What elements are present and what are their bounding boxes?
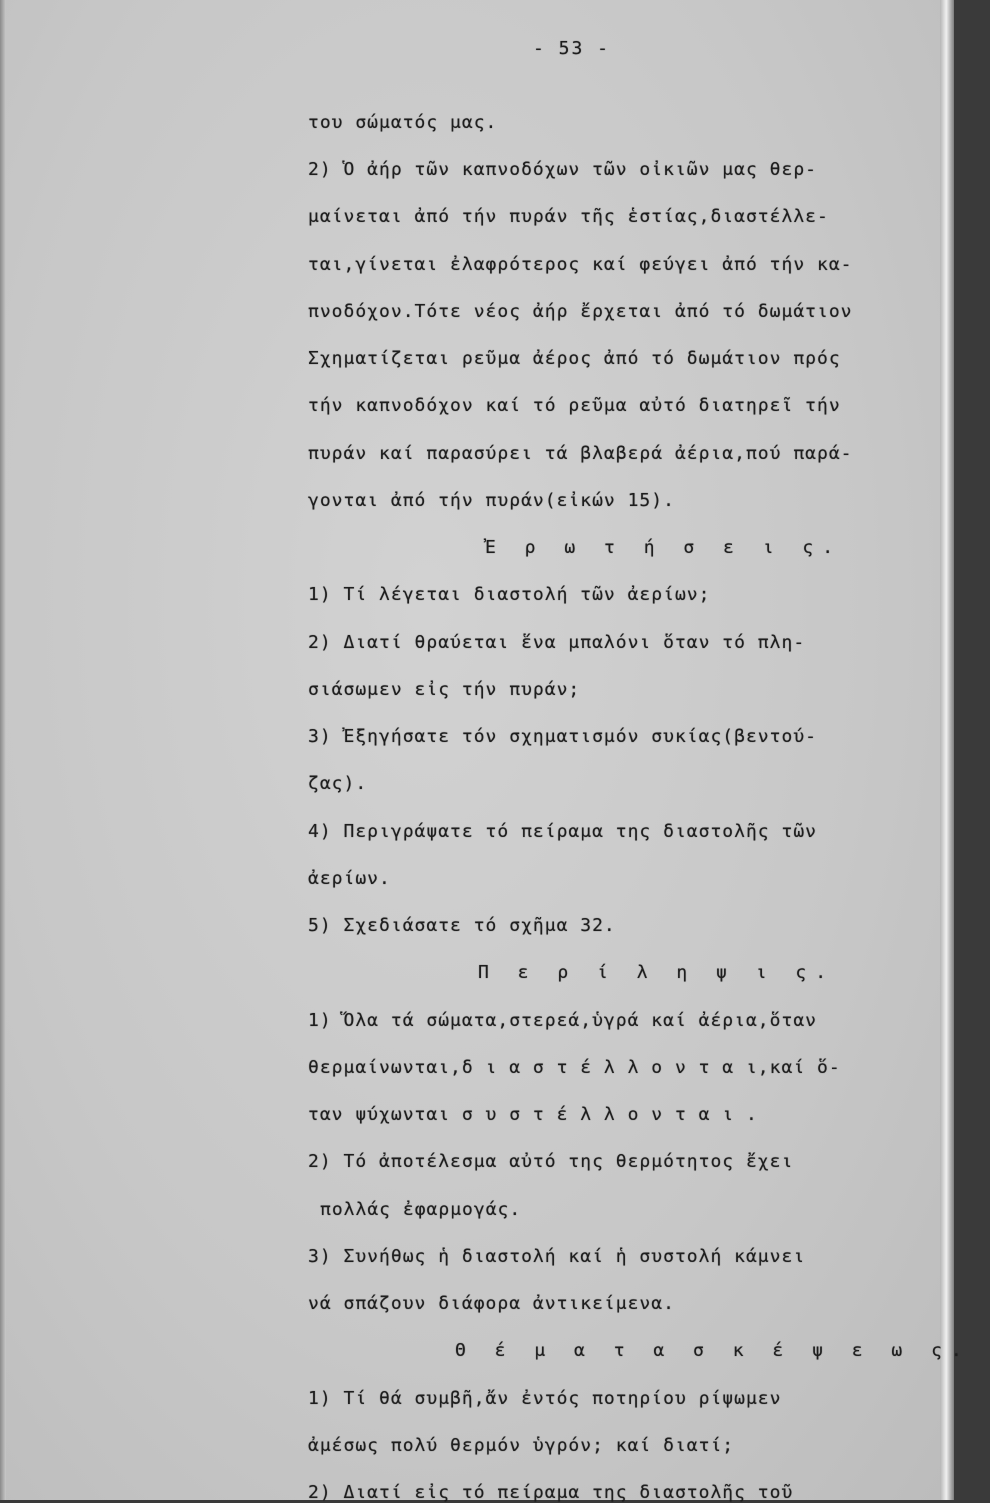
text-line: 2) Διατί εἰς τό πείραμα της διαστολῆς τοῦ — [308, 1482, 794, 1503]
section-heading-questions: Ἐ ρ ω τ ή σ ε ι ς. — [485, 537, 843, 558]
text-line: σιάσωμεν εἰς τήν πυράν; — [308, 679, 581, 700]
text-line: 4) Περιγράψατε τό πείραμα της διαστολῆς τῶν — [308, 821, 817, 842]
page-number: - 53 - — [533, 38, 611, 59]
text-line: ται,γίνεται ἐλαφρότερος καί φεύγει ἀπό τήν κα- — [308, 254, 853, 275]
page-left-edge — [0, 0, 6, 1500]
text-line: 5) Σχεδιάσατε τό σχῆμα 32. — [308, 915, 616, 936]
text-line: 2) Ὁ ἀήρ τῶν καπνοδόχων τῶν οἰκιῶν μας θερ- — [308, 159, 817, 180]
section-heading-summary: Π ε ρ ί λ η ψ ι ς. — [478, 962, 836, 983]
text-line: ἀερίων. — [308, 868, 391, 889]
text-line: πολλάς ἐφαρμογάς. — [320, 1199, 522, 1220]
text-line: πυράν καί παρασύρει τά βλαβερά ἀέρια,πού παρά- — [308, 443, 853, 464]
text-line: ταν ψύχωνται σ υ σ τ έ λ λ ο ν τ α ι . — [308, 1104, 758, 1125]
text-line: 2) Διατί θραύεται ἕνα μπαλόνι ὅταν τό πλη- — [308, 632, 806, 653]
text-line: Σχηματίζεται ρεῦμα ἀέρος ἀπό τό δωμάτιον πρός — [308, 348, 841, 369]
text-line: 2) Τό ἀποτέλεσμα αὐτό της θερμότητος ἔχει — [308, 1151, 794, 1172]
text-line: 1) Τί θά συμβῆ,ἄν ἐντός ποτηρίου ρίψωμεν — [308, 1388, 782, 1409]
text-line: 1) Τί λέγεται διαστολή τῶν ἀερίων; — [308, 584, 711, 605]
text-line: τήν καπνοδόχον καί τό ρεῦμα αὐτό διατηρεῖ τήν — [308, 395, 841, 416]
text-line: του σώματός μας. — [308, 112, 498, 133]
text-line: 3) Συνήθως ἡ διαστολή καί ἡ συστολή κάμνει — [308, 1246, 806, 1267]
text-line: μαίνεται ἀπό τήν πυράν τῆς ἑστίας,διαστέλλε- — [308, 206, 829, 227]
text-line: 1) Ὅλα τά σώματα,στερεά,ὑγρά καί ἀέρια,ὅταν — [308, 1010, 817, 1031]
page-right-edge — [940, 0, 954, 1500]
text-line: ἀμέσως πολύ θερμόν ὑγρόν; καί διατί; — [308, 1435, 735, 1456]
text-line: νά σπάζουν διάφορα ἀντικείμενα. — [308, 1293, 675, 1314]
section-heading-thinking-topics: Θ έ μ α τ α σ κ έ ψ ε ω ς. — [455, 1340, 971, 1361]
text-line: ζας). — [308, 773, 368, 794]
text-line: πνοδόχον.Τότε νέος ἀήρ ἔρχεται ἀπό τό δωμάτιον — [308, 301, 853, 322]
text-line: 3) Ἐξηγήσατε τόν σχηματισμόν συκίας(βεντού- — [308, 726, 817, 747]
text-line: γονται ἀπό τήν πυράν(εἰκών 15). — [308, 490, 675, 511]
text-line: θερμαίνωνται,δ ι α σ τ έ λ λ ο ν τ α ι,καί ὅ- — [308, 1057, 841, 1078]
